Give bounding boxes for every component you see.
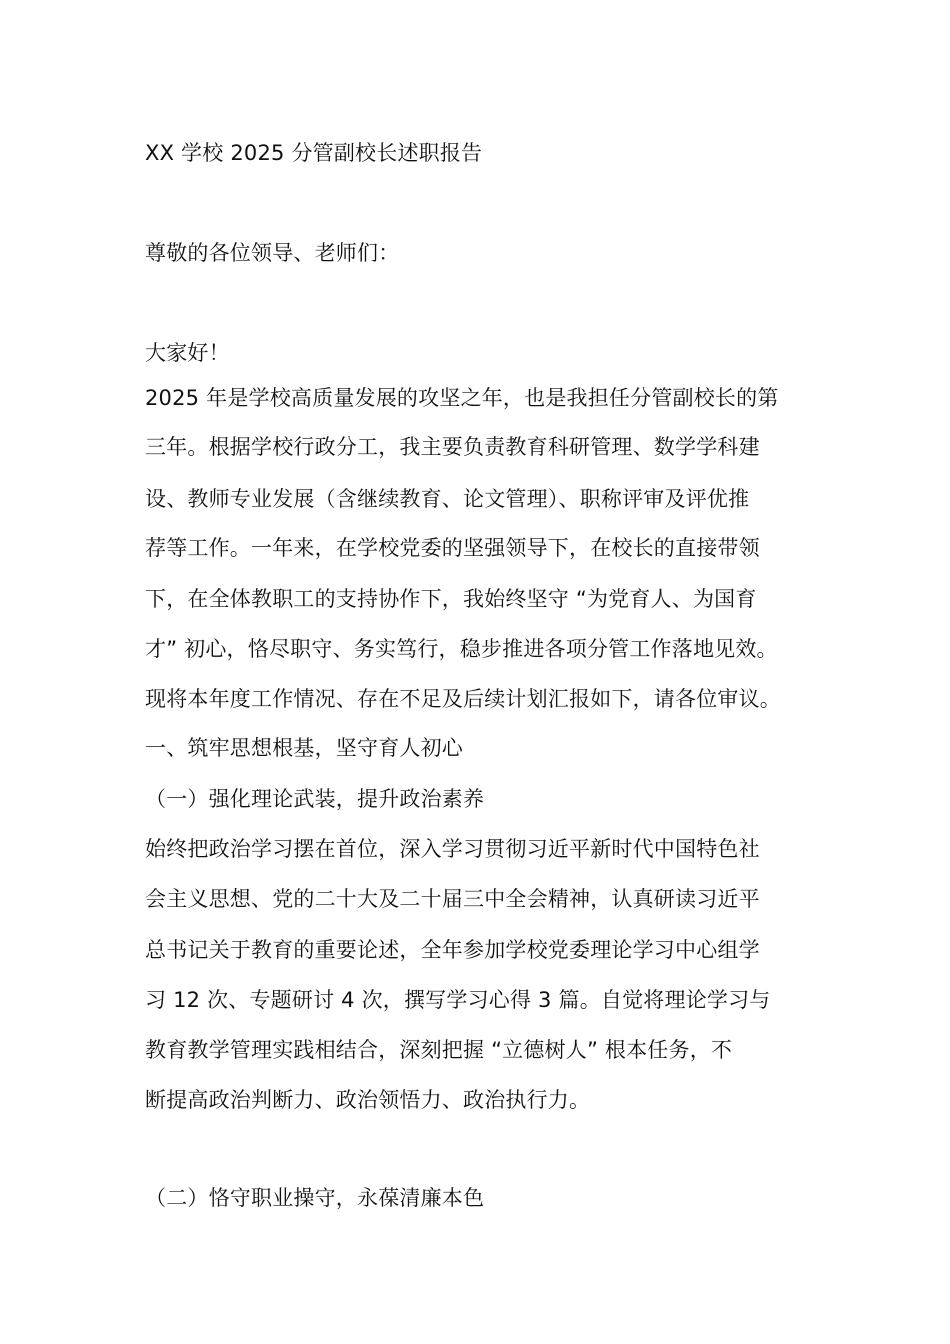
paragraph-line: 断提高政治判断力、政治领悟力、政治执行力。 bbox=[145, 1088, 591, 1112]
paragraph-line: 教育教学管理实践相结合，深刻把握 “立德树人” 根本任务，不 bbox=[145, 1038, 733, 1062]
paragraph-line: 现将本年度工作情况、存在不足及后续计划汇报如下，请各位审议。 bbox=[145, 687, 781, 711]
document-title: XX 学校 2025 分管副校长述职报告 bbox=[145, 141, 483, 165]
paragraph-line: 下，在全体教职工的支持协作下，我始终坚守 “为党育人、为国育 bbox=[145, 587, 757, 611]
hello-line: 大家好！ bbox=[145, 341, 230, 365]
paragraph-line: 三年。根据学校行政分工，我主要负责教育科研管理、数学学科建 bbox=[145, 435, 760, 459]
greeting: 尊敬的各位领导、老师们： bbox=[145, 241, 400, 265]
subsection-heading: （一）强化理论武装，提升政治素养 bbox=[145, 787, 485, 811]
paragraph-line: 荐等工作。一年来，在学校党委的坚强领导下，在校长的直接带领 bbox=[145, 536, 760, 560]
paragraph-line: 设、教师专业发展（含继续教育、论文管理）、职称评审及评优推 bbox=[145, 487, 750, 511]
subsection-heading: （二）恪守职业操守，永葆清廉本色 bbox=[145, 1186, 485, 1210]
paragraph-line: 习 12 次、专题研讨 4 次，撰写学习心得 3 篇。自觉将理论学习与 bbox=[145, 988, 771, 1012]
paragraph-line: 会主义思想、党的二十大及二十届三中全会精神，认真研读习近平 bbox=[145, 887, 760, 911]
section-heading: 一、筑牢思想根基，坚守育人初心 bbox=[145, 736, 463, 760]
paragraph-line: 总书记关于教育的重要论述，全年参加学校党委理论学习中心组学 bbox=[145, 938, 760, 962]
paragraph-line: 始终把政治学习摆在首位，深入学习贯彻习近平新时代中国特色社 bbox=[145, 837, 760, 861]
paragraph-line: 2025 年是学校高质量发展的攻坚之年，也是我担任分管副校长的第 bbox=[145, 386, 779, 410]
paragraph-line: 才” 初心，恪尽职守、务实笃行，稳步推进各项分管工作落地见效。 bbox=[145, 637, 778, 661]
